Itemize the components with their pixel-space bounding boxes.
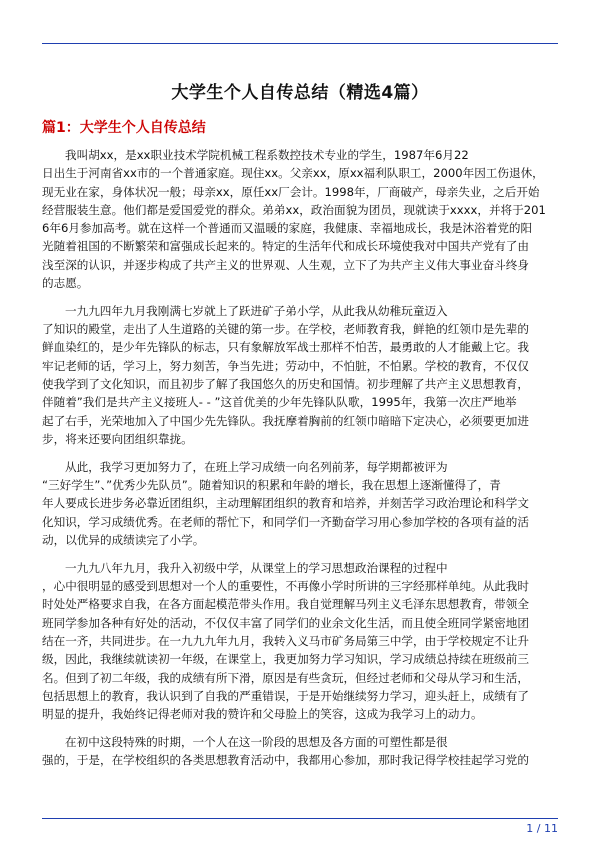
paragraph-line: 我叫胡xx，是xx职业技术学院机械工程系数控技术专业的学生，1987年6月22 (65, 148, 469, 162)
paragraph-line: “三好学生”、”优秀少先队员”。随着知识的积累和年龄的增长，我在思想上逐渐懂得了，青 (42, 478, 501, 493)
body-paragraph (42, 302, 558, 448)
paragraph-line: 从此，我学习更加努力了，在班上学习成绩一向名列前茅，每学期都被评为 (65, 459, 448, 474)
body-paragraph (42, 733, 558, 770)
paragraph-line: 6年6月参加高考。就在这样一个普通而又温暖的家庭，我健康、幸福地成长，我是沐浴着党的阳 (42, 221, 533, 236)
paragraph-line: 年人要成长进步务必靠近团组织，主动理解团组织的教育和培养，并刻苦学习政治理论和科学文 (42, 496, 529, 511)
paragraph-line: 结在一齐，共同进步。在一九九九年九月，我转入义马市矿务局第三中学，由于学校规定不让升 (42, 633, 529, 648)
paragraph-line: 使我学到了文化知识，而且初步了解了我国悠久的历史和国情。初步理解了共产主义思想教育， (42, 377, 529, 392)
paragraph-line: 伴随着”我们是共产主义接班人- - ”这首优美的少年先锋队队歌，1995年，我第一次庄严地举 (42, 395, 517, 410)
header-rule (42, 43, 558, 44)
paragraph-line: 起了右手，光荣地加入了中国少先先锋队。我抚摩着胸前的红领巾暗暗下定决心，必须要更加进 (42, 413, 529, 428)
paragraph-line: 经营服装生意。他们都是爱国爱党的群众。弟弟xx，政治面貌为团员，现就读于xxxx，并将于201 (42, 202, 546, 217)
paragraph-line: 的志愿。 (42, 276, 89, 291)
paragraph-line: 了知识的殿堂，走出了人生道路的关键的第一步。在学校，老师教育我，鲜艳的红领巾是先辈的 (42, 322, 529, 337)
paragraph-line: 明显的提升，我始终记得老师对我的赞许和父母脸上的笑容，这成为我学习上的动力。 (42, 707, 483, 722)
document-body (42, 146, 558, 779)
paragraph-line: 班同学参加各种有好处的活动，不仅仅丰富了同学们的业余文化生活，而且使全班同学紧密地团 (42, 615, 529, 630)
paragraph-line: 现无业在家，身体状况一般；母亲xx，原任xx厂会计。1998年，厂商破产，母亲失业，之后开始 (42, 184, 540, 199)
paragraph-line: 在初中这段特殊的时期，一个人在这一阶段的思想及各方面的可塑性都是很 (65, 734, 448, 749)
section-heading: 篇1：大学生个人自传总结 (42, 120, 206, 136)
paragraph-line: 名。但到了初二年级，我的成绩有所下滑，原因是有些贪玩，但经过老师和父母从学习和生活， (42, 670, 529, 685)
footer-rule (42, 818, 558, 819)
paragraph-line: 级，因此，我继续就读初一年级，在课堂上，我更加努力学习知识，学习成绩总持续在班级前三 (42, 652, 529, 667)
page-number: 1 / 11 (526, 822, 558, 835)
paragraph-line: 动，以优异的成绩读完了小学。 (42, 532, 205, 547)
body-paragraph (42, 458, 558, 549)
paragraph-line: 一九九四年九月我刚满七岁就上了跃进矿子弟小学，从此我从幼稚玩童迈入 (65, 303, 448, 318)
paragraph-line: 化知识，学习成绩优秀。在老师的帮忙下，和同学们一齐勤奋学习用心参加学校的各项有益的活 (42, 514, 529, 529)
paragraph-line: 光随着祖国的不断繁荣和富强成长起来的。特定的生活年代和成长环境使我对中国共产党有了由 (42, 239, 529, 254)
body-paragraph (42, 146, 558, 292)
paragraph-line: 时处处严格要求自我，在各方面起模范带头作用。我自觉理解马列主义毛泽东思想教育，带领全 (42, 597, 529, 612)
body-paragraph (42, 559, 558, 724)
paragraph-line: 日出生于河南省xx市的一个普通家庭。现住xx。父亲xx，原xx福利队职工，2000年因工伤退休， (42, 166, 544, 181)
paragraph-line: 包括思想上的教育，我认识到了自我的严重错误，于是开始继续努力学习，迎头赶上，成绩有了 (42, 688, 529, 703)
paragraph-line: ，心中很明显的感受到思想对一个人的重要性，不再像小学时所讲的三字经那样单纯。从此我时 (42, 579, 529, 594)
paragraph-line: 牢记老师的话，学习上，努力刻苦，争当先进；劳动中，不怕脏，不怕累。学校的教育，不仅仅 (42, 358, 529, 373)
paragraph-line: 浅至深的认识，并逐步构成了共产主义的世界观、人生观，立下了为共产主义伟大事业奋斗终身 (42, 257, 529, 272)
paragraph-line: 鲜血染红的，是少年先锋队的标志，只有象解放军战士那样不怕苦，最勇敢的人才能戴上它。我 (42, 340, 529, 355)
document-title: 大学生个人自传总结（精选4篇） (171, 83, 429, 103)
paragraph-line: 强的，于是，在学校组织的各类思想教育活动中，我都用心参加，那时我记得学校挂起学习党的 (42, 753, 529, 768)
paragraph-line: 一九九八年九月，我升入初级中学，从课堂上的学习思想政治课程的过程中 (65, 560, 448, 575)
paragraph-line: 步，将来还要向团组织靠拢。 (42, 431, 193, 446)
